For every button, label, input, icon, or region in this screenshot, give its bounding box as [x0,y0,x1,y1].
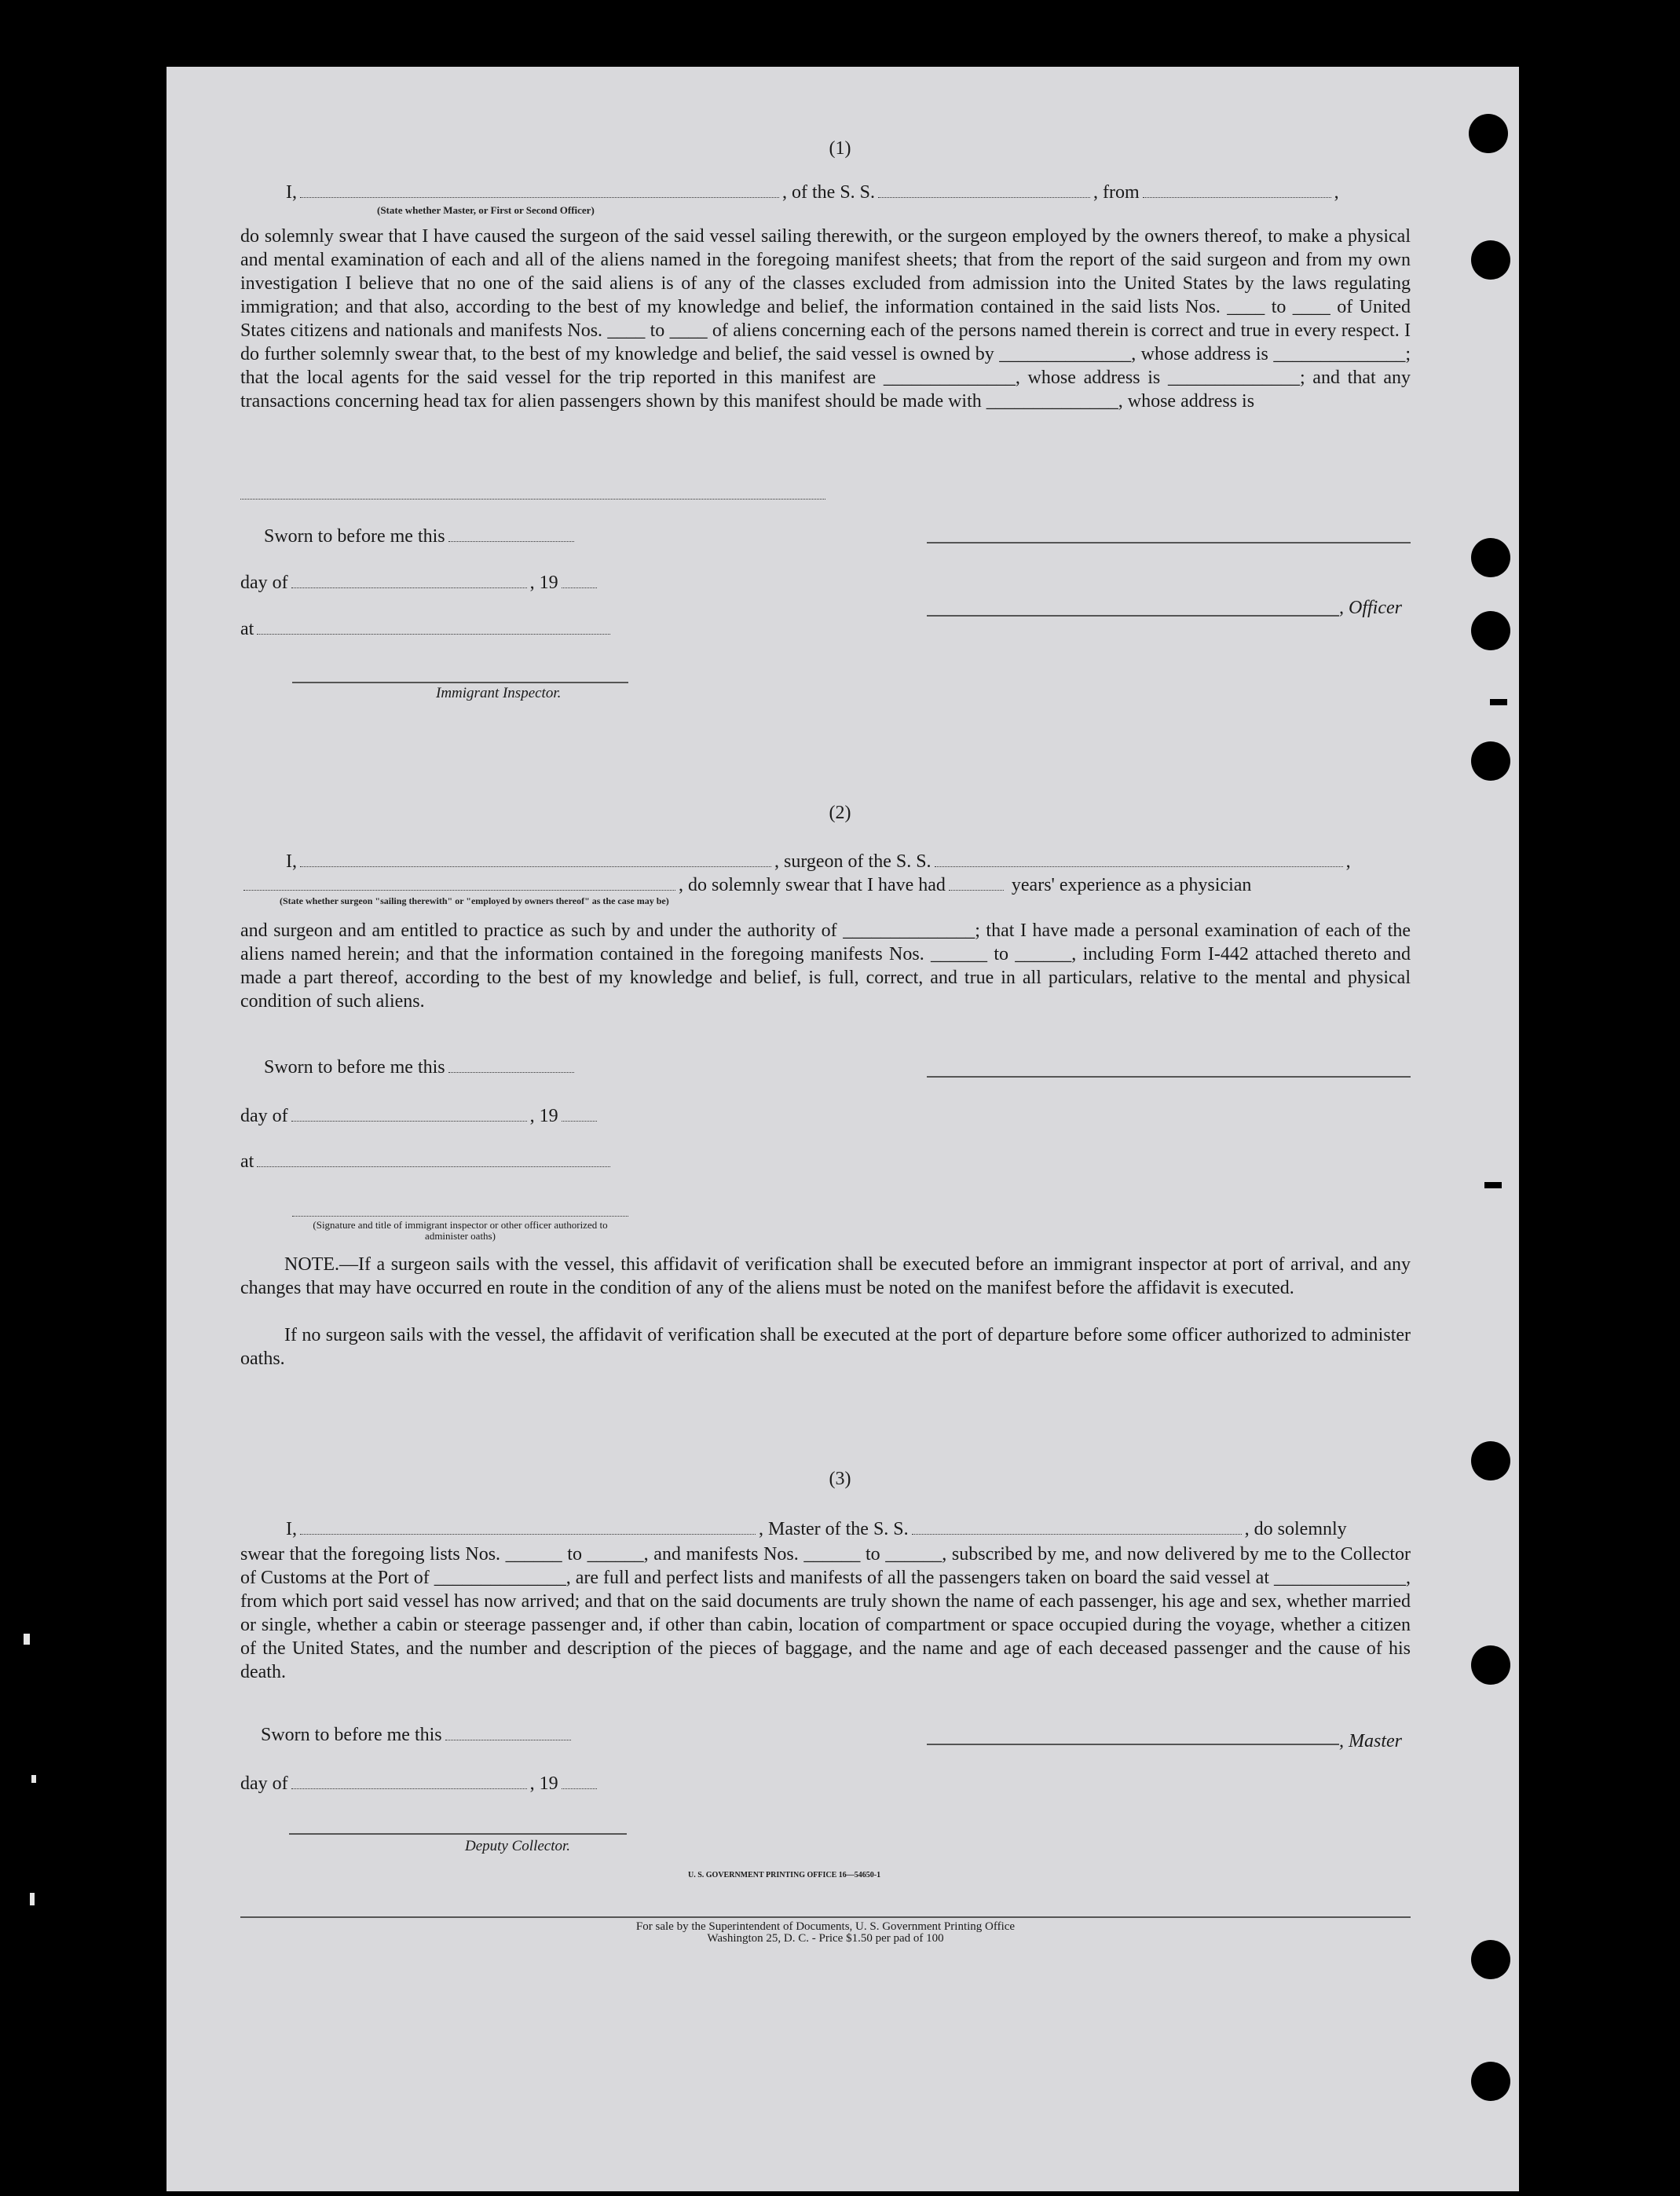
scan-speck [31,1775,36,1783]
punch-hole [1471,1645,1510,1685]
scan-speck [24,1634,30,1645]
day-3 [240,1773,600,1795]
officer-signature-line [927,615,1339,617]
label-i: I, [286,182,297,203]
year-label: , 19 [529,1106,558,1126]
collector-signature-line [289,1833,627,1835]
officer-signature-line-upper [927,542,1411,544]
sworn-date-field[interactable] [448,1071,574,1073]
section-3-number: (3) [829,1469,851,1489]
punch-hole [1471,741,1510,781]
label-i: I, [286,851,297,872]
master-signature-line [927,1744,1339,1745]
edge-mark [1490,699,1507,705]
deputy-collector-label: Deputy Collector. [465,1838,571,1854]
sworn-1 [264,526,577,547]
section-3-line1 [286,1519,1347,1540]
label-surgeon: , surgeon of the S. S. [774,851,932,872]
section-1-line1: I, , of the S. S. , from , [286,182,1339,203]
vessel-name-field[interactable] [912,1533,1242,1535]
gpo-imprint: U. S. GOVERNMENT PRINTING OFFICE 16—54650-1 [688,1871,881,1879]
section-2-number: (2) [829,803,851,823]
at-field[interactable] [257,1166,610,1167]
officer-label: , Officer [1339,598,1402,618]
address-continuation-line [240,499,825,500]
punch-hole [1471,1940,1510,1979]
note-paragraph-1: NOTE.—If a surgeon sails with the vessel, this affidavit of verification shall be executed before an immigrant inspector at port of arrival, and any changes that may have occurred en route in the condition of any of the aliens must be noted on the manifest before the affidavit is executed. [240,1254,1411,1298]
day-of-label: day of [240,1773,288,1794]
surgeon-status-field[interactable] [243,889,675,891]
signature-title-note: (Signature and title of immigrant inspector or other officer authorized to administer oaths) [313,1219,608,1242]
master-name-field[interactable] [300,1533,756,1535]
label-do-solemnly: , do solemnly [1244,1519,1347,1539]
officer-signature-line [292,1216,628,1217]
day-field[interactable] [291,587,527,588]
section-2-line1: I, , surgeon of the S. S. , [286,851,1351,872]
note-paragraph-2: If no surgeon sails with the vessel, the affidavit of verification shall be executed at the port of departure before some officer authorized to administer oaths. [240,1325,1411,1369]
master-label: , Master [1339,1731,1402,1751]
section-2-line2 [240,875,1251,896]
year-label: , 19 [529,1773,558,1794]
year-field[interactable] [562,1120,597,1122]
day-of-label: day of [240,573,288,593]
footer-rule [240,1916,1411,1918]
day-1 [240,573,600,594]
sale-notice-line2: Washington 25, D. C. - Price $1.50 per pad of 100 [707,1932,944,1945]
day-of-label: day of [240,1106,288,1126]
section-1-body: do solemnly swear that I have caused the surgeon of the said vessel sailing therewith, or the surgeon employed by the owners thereof, to make a physical and mental examination of each and all of the aliens named in the foregoing manifest sheets; that from the report of the said surgeon and from my own investigation I believe that no one of the said aliens is of any of the classes excluded from admission into the United States by the laws regulating immigration; and that also, according to the best of my knowledge and belief, the information contained in the said lists Nos. ____ to ____ of United States citizens and nationals and manifests Nos. ____ to ____ of aliens concerning each of the persons named therein is correct and true in every respect. I do further solemnly swear that, to the best of my knowledge and belief, the said vessel is owned by ______________, whose address is ______________; that the local agents for the said vessel for the trip reported in this manifest are ______________, whose address is ______________; and that any transactions concerning head tax for alien passengers shown by this manifest should be made with ______________, whose address is [240,226,1411,412]
sworn-label: Sworn to before me this [261,1725,442,1745]
officer-rank-note: (State whether Master, or First or Second Officer) [377,204,595,216]
sworn-label: Sworn to before me this [264,1057,445,1078]
year-field[interactable] [562,587,597,588]
section-1-number: (1) [829,138,851,159]
at-field[interactable] [257,633,610,635]
day-2 [240,1106,600,1127]
vessel-name-field[interactable] [935,866,1343,867]
label-from: , from [1093,182,1140,203]
section-3-body: swear that the foregoing lists Nos. ______ to ______, and manifests Nos. ______ to ______, subscribed by me, and now delivered by me to the Collector of Customs at the Port of ______________, are full and perfect lists and manifests of all the passengers taken on board the said vessel at ______________, from which port said vessel has now arrived; and that on the said documents are truly shown the name of each passenger, his age and sex, whether married or single, whether a cabin or steerage passenger and, if other than cabin, location of compartment or space occupied during the voyage, whether a citizen of the United States, and the number and description of the pieces of baggage, and the name and age of each deceased passenger and the cause of his death. [240,1544,1411,1682]
label-ss: , of the S. S. [782,182,876,203]
inspector-label: Immigrant Inspector. [436,685,562,701]
day-field[interactable] [291,1120,527,1122]
year-label: , 19 [529,573,558,593]
section-2-body: and surgeon and am entitled to practice as such by and under the authority of ______________; that I have made a personal examination of each of the aliens named herein; and that the information contained in the foregoing manifests Nos. ______ to ______, including Form I-442 attached thereto and made a part thereof, according to the best of my knowledge and belief, is full, correct, and true in all particulars, relative to the mental and physical condition of such aliens. [240,920,1411,1012]
punch-hole [1471,240,1510,280]
label-swear: , do solemnly swear that I have had [679,875,946,895]
officer-name-field[interactable] [300,196,779,198]
from-port-field[interactable] [1143,196,1331,198]
at-2 [240,1151,613,1173]
surgeon-status-note: (State whether surgeon "sailing therewith" or "employed by owners thereof" as the case may be) [280,895,669,906]
inspector-signature-line [292,682,628,683]
surgeon-name-field[interactable] [300,866,771,867]
punch-hole [1471,2062,1510,2101]
sworn-2 [264,1057,577,1078]
sworn-3 [261,1725,574,1746]
sworn-date-field[interactable] [445,1739,571,1740]
at-1 [240,619,613,640]
sworn-label: Sworn to before me this [264,526,445,547]
at-label: at [240,619,254,639]
edge-mark [1484,1182,1502,1188]
year-field[interactable] [562,1788,597,1789]
scan-speck [30,1893,35,1905]
sworn-date-field[interactable] [448,540,574,542]
surgeon-signature-line [927,1076,1411,1078]
punch-hole [1471,611,1510,650]
label-master: , Master of the S. S. [759,1519,909,1539]
years-field[interactable] [949,889,1004,891]
label-years: years' experience as a physician [1011,875,1252,895]
day-field[interactable] [291,1788,527,1789]
sale-notice-line1: For sale by the Superintendent of Documents, U. S. Government Printing Office [635,1920,1016,1933]
label-i: I, [286,1519,297,1539]
vessel-name-field[interactable] [878,196,1090,198]
at-label: at [240,1151,254,1172]
punch-hole [1471,538,1510,577]
